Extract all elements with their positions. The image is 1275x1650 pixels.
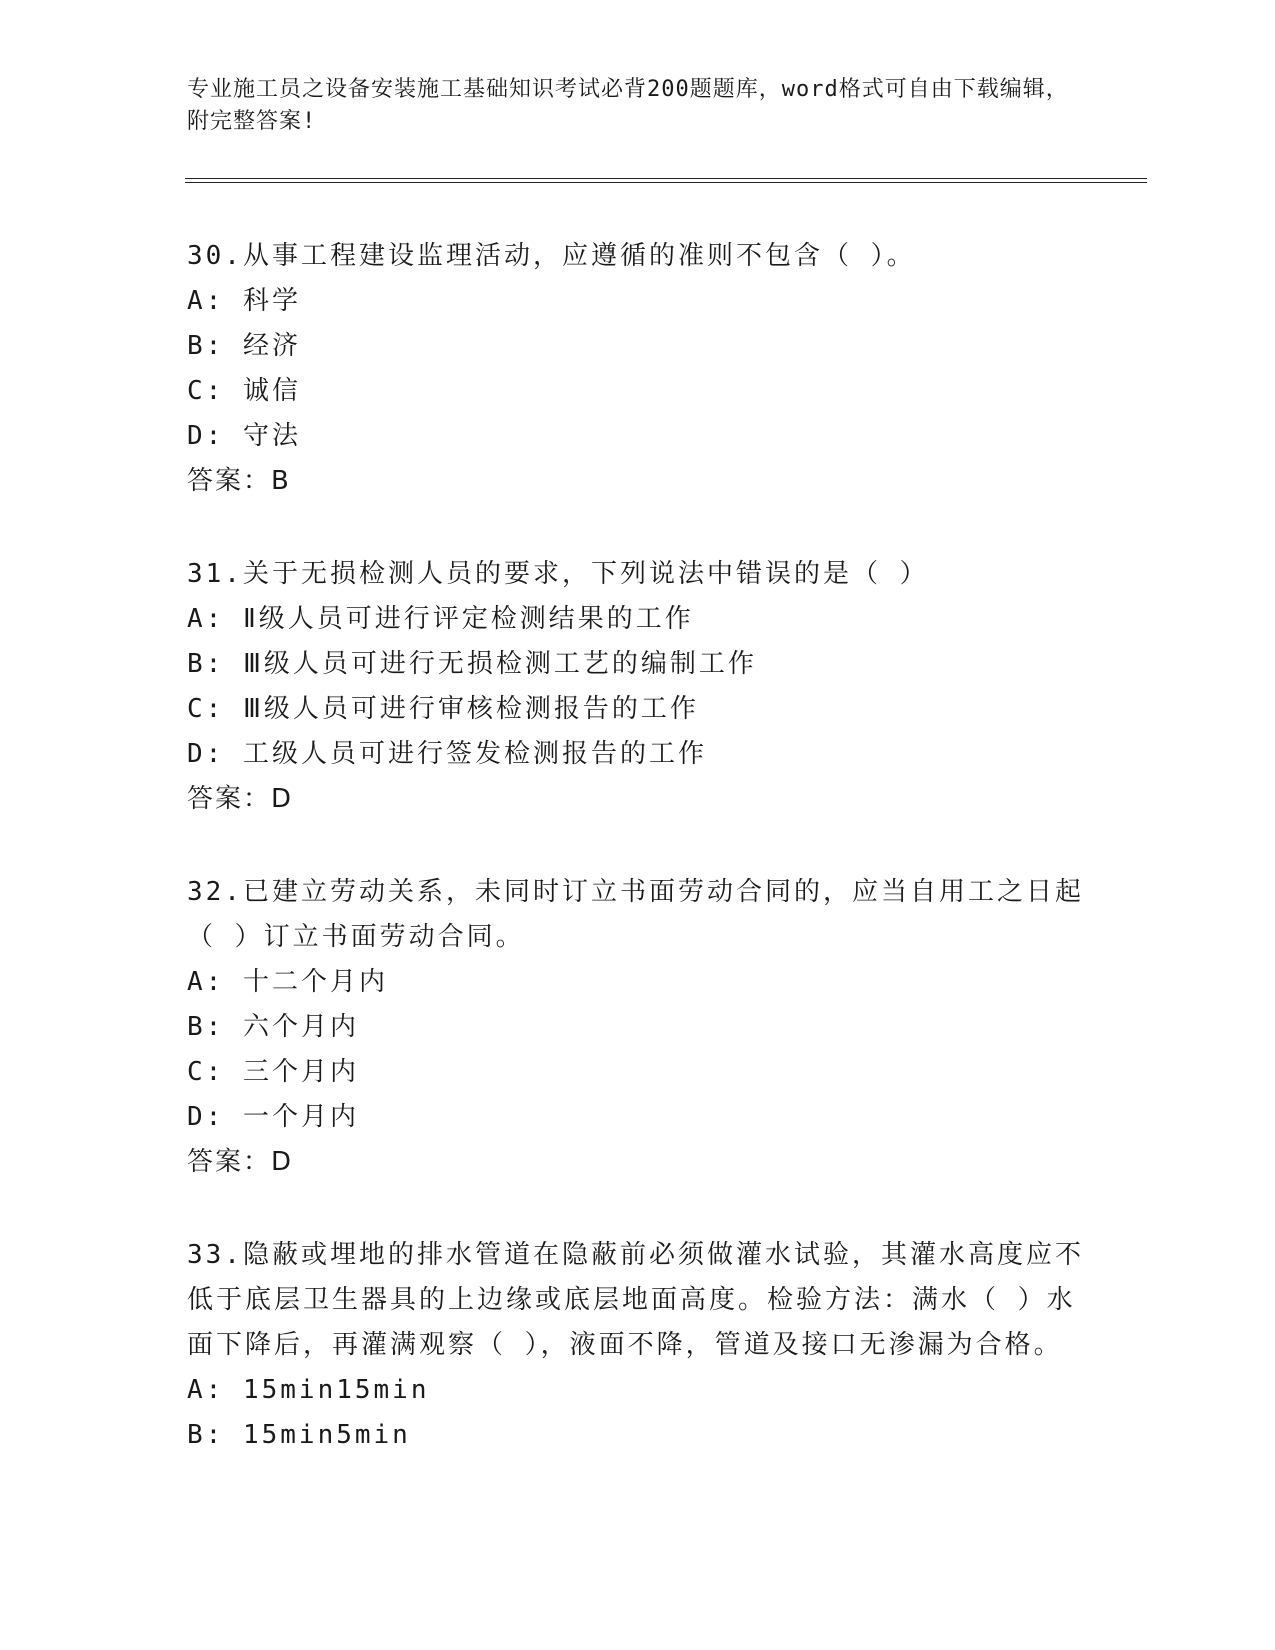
header-divider-bottom	[185, 182, 1147, 183]
header-divider-top	[185, 178, 1147, 179]
option-b: B: Ⅲ级人员可进行无损检测工艺的编制工作	[187, 649, 757, 679]
option-a: A: Ⅱ级人员可进行评定检测结果的工作	[187, 604, 694, 634]
answer: 答案：B	[187, 466, 291, 496]
question-32	[187, 870, 1087, 1185]
question-stem: 30.从事工程建设监理活动，应遵循的准则不包含（ ）。	[187, 241, 916, 271]
answer: 答案：D	[187, 1147, 294, 1177]
question-stem: 31.关于无损检测人员的要求，下列说法中错误的是（ ）	[187, 559, 929, 589]
document-header	[187, 74, 1087, 138]
option-b: B: 六个月内	[187, 1012, 359, 1042]
option-c: C: 诚信	[187, 376, 301, 406]
question-stem: 33.隐蔽或埋地的排水管道在隐蔽前必须做灌水试验，其灌水高度应不低于底层卫生器具的上边缘或底层地面高度。检验方法：满水（ ）水面下降后，再灌满观察（ ），液面不降，管道及接口无渗漏为合格。	[187, 1240, 1084, 1360]
question-30	[187, 234, 1087, 504]
question-stem: 32.已建立劳动关系，未同时订立书面劳动合同的，应当自用工之日起（ ）订立书面劳动合同。	[187, 877, 1084, 952]
option-c: C: 三个月内	[187, 1057, 359, 1087]
option-d: D: 守法	[187, 421, 301, 451]
option-d: D: 一个月内	[187, 1102, 359, 1132]
option-a: A: 十二个月内	[187, 967, 388, 997]
option-a: A: 15min15min	[187, 1375, 430, 1405]
option-b: B: 经济	[187, 331, 301, 361]
option-a: A: 科学	[187, 286, 301, 316]
option-d: D: 工级人员可进行签发检测报告的工作	[187, 739, 707, 769]
question-31	[187, 552, 1087, 822]
option-b: B: 15min5min	[187, 1420, 411, 1450]
answer: 答案：D	[187, 784, 294, 814]
option-c: C: Ⅲ级人员可进行审核检测报告的工作	[187, 694, 699, 724]
document-title: 专业施工员之设备安装施工基础知识考试必背200题题库，word格式可自由下载编辑，附完整答案!	[187, 77, 1069, 134]
question-33	[187, 1233, 1087, 1458]
